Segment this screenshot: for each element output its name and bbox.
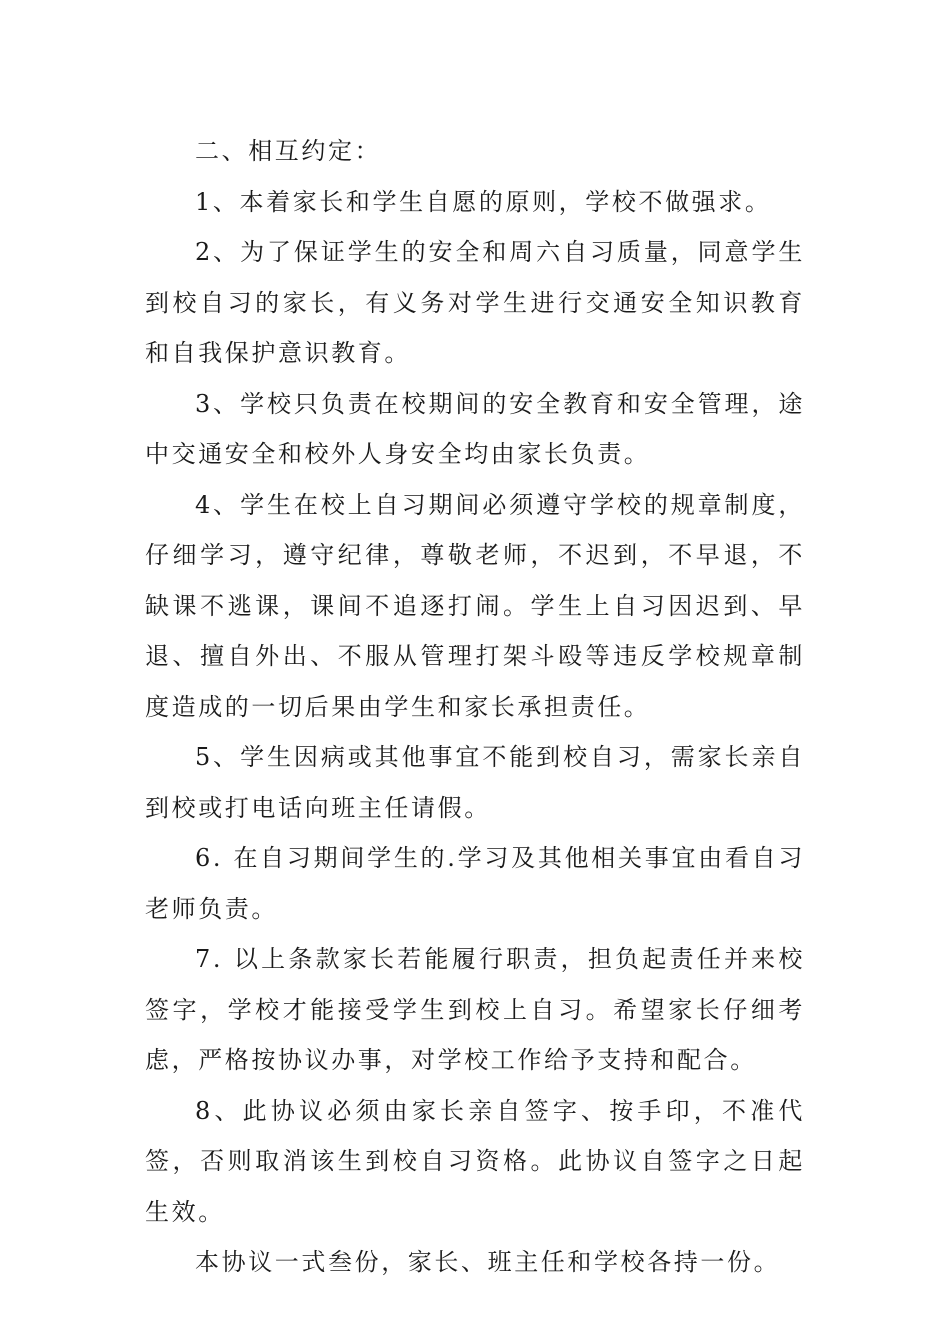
clause-5: 5、学生因病或其他事宜不能到校自习，需家长亲自到校或打电话向班主任请假。 (145, 743, 805, 822)
clause-7: 7. 以上条款家长若能履行职责，担负起责任并来校签字，学校才能接受学生到校上自习。希望家长仔细考虑，严格按协议办事，对学校工作给予支持和配合。 (145, 945, 805, 1074)
clause-4: 4、学生在校上自习期间必须遵守学校的规章制度，仔细学习，遵守纪律，尊敬老师，不迟到，不早退，不缺课不逃课，课间不追逐打闹。学生上自习因迟到、早退、擅自外出、不服从管理打架斗殴等违反学校规章制度造成的一切后果由学生和家长承担责任。 (145, 490, 805, 721)
section-heading: 二、相互约定： (195, 137, 382, 165)
clause-2: 2、为了保证学生的安全和周六自习质量，同意学生到校自习的家长，有义务对学生进行交通安全知识教育和自我保护意识教育。 (145, 238, 805, 367)
clause-8: 8、此协议必须由家长亲自签字、按手印，不准代签，否则取消该生到校自习资格。此协议自签字之日起生效。 (145, 1096, 805, 1226)
clause-3: 3、学校只负责在校期间的安全教育和安全管理，途中交通安全和校外人身安全均由家长负责。 (145, 389, 805, 468)
document-body (145, 126, 805, 1288)
closing-statement: 本协议一式叁份，家长、班主任和学校各持一份。 (195, 1248, 781, 1276)
clause-1: 1、本着家长和学生自愿的原则，学校不做强求。 (195, 187, 772, 216)
clause-6: 6. 在自习期间学生的.学习及其他相关事宜由看自习老师负责。 (145, 844, 805, 923)
